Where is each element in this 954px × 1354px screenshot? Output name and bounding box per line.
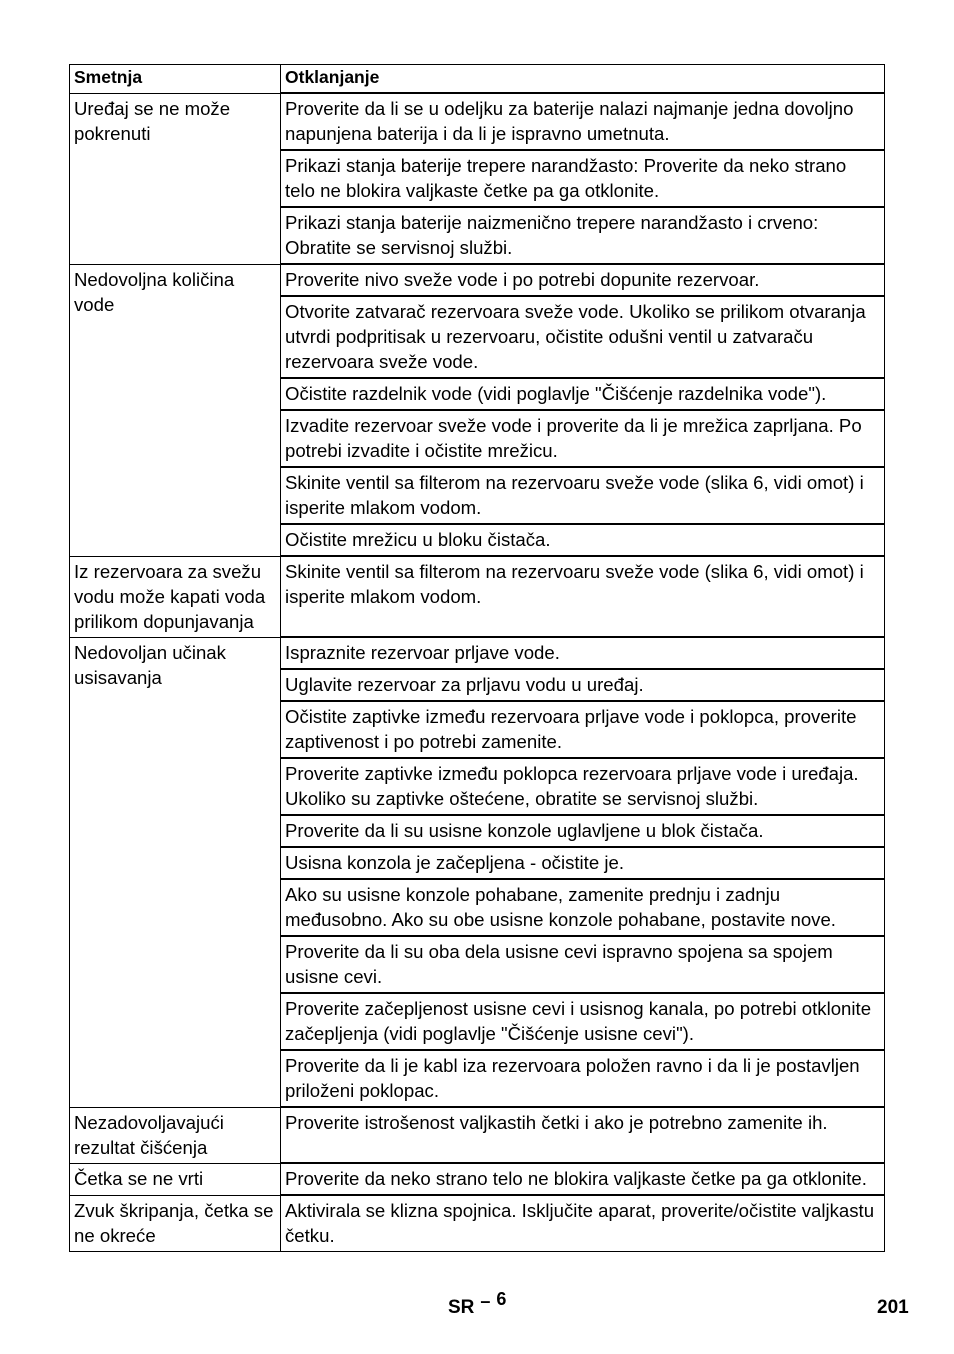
remedy-cell: Otvorite zatvarač rezervoara sveže vode. Ukoliko se prilikom otvaranja utvrdi podpritisak u rezervoaru, očistite odušni ventil u zatvaraču rezervoara sveže vode. [281,296,885,378]
table-row [70,1107,885,1163]
page-number: 201 [877,1297,909,1318]
remedy-cell: Ako su usisne konzole pohabane, zamenite prednju i zadnju međusobno. Ako su obe usisne konzole pohabane, postavite nove. [281,879,885,936]
table-row [70,264,885,296]
remedy-cell: Prikazi stanja baterije trepere narandžasto: Proverite da neko strano telo ne blokira valjkaste četke pa ga otklonite. [281,150,885,207]
fault-cell: Nezadovoljavajući rezultat čišćenja [70,1107,281,1163]
remedy-cell: Proverite istrošenost valjkastih četki i ako je potrebno zamenite ih. [281,1107,885,1163]
fault-cell: Uređaj se ne može pokrenuti [70,93,281,264]
remedy-cell: Izvadite rezervoar sveže vode i proverite da li je mrežica zaprljana. Po potrebi izvadite i očistite mrežicu. [281,410,885,467]
remedy-cell: Proverite začepljenost usisne cevi i usisnog kanala, po potrebi otklonite začepljenja (vidi poglavlje "Čišćenje usisne cevi"). [281,993,885,1050]
remedy-cell: Skinite ventil sa filterom na rezervoaru sveže vode (slika 6, vidi omot) i isperite mlakom vodom. [281,556,885,637]
footer-lang: SR [448,1297,475,1318]
table-header-row [70,65,885,94]
remedy-cell: Ispraznite rezervoar prljave vode. [281,637,885,669]
fault-cell: Iz rezervoara za svežu vodu može kapati voda prilikom dopunjavanja [70,556,281,637]
remedy-cell: Proverite da li je kabl iza rezervoara položen ravno i da li je postavljen priloženi poklopac. [281,1050,885,1107]
fault-cell: Zvuk škripanja, četka se ne okreće [70,1195,281,1252]
footer-dash: – [480,1291,491,1311]
remedy-cell: Očistite zaptivke između rezervoara prljave vode i poklopca, proverite zaptivenost i po potrebi zamenite. [281,701,885,758]
table-row [70,93,885,150]
fault-cell: Nedovoljna količina vode [70,264,281,556]
remedy-cell: Proverite da li su oba dela usisne cevi ispravno spojena sa spojem usisne cevi. [281,936,885,993]
footer-section-page: 6 [496,1289,507,1309]
fault-cell: Četka se ne vrti [70,1163,281,1195]
table-row [70,637,885,669]
table-body [70,93,885,1252]
remedy-cell: Proverite zaptivke između poklopca rezervoara prljave vode i uređaja. Ukoliko su zaptivke oštećene, obratite se servisnoj službi. [281,758,885,815]
remedy-cell: Proverite da li se u odeljku za baterije nalazi najmanje jedna dovoljno napunjena baterija i da li je ispravno umetnuta. [281,93,885,150]
table-row [70,1163,885,1195]
remedy-cell: Očistite mrežicu u bloku čistača. [281,524,885,556]
remedy-cell: Skinite ventil sa filterom na rezervoaru sveže vode (slika 6, vidi omot) i isperite mlakom vodom. [281,467,885,524]
remedy-cell: Prikazi stanja baterije naizmenično trepere narandžasto i crveno: Obratite se servisnoj službi. [281,207,885,264]
fault-cell: Nedovoljan učinak usisavanja [70,637,281,1107]
header-remedy: Otklanjanje [281,65,885,94]
remedy-cell: Očistite razdelnik vode (vidi poglavlje "Čišćenje razdelnika vode"). [281,378,885,410]
remedy-cell: Aktivirala se klizna spojnica. Isključite aparat, proverite/očistite valjkastu četku. [281,1195,885,1252]
header-fault: Smetnja [70,65,281,94]
remedy-cell: Proverite da li su usisne konzole uglavljene u blok čistača. [281,815,885,847]
remedy-cell: Uglavite rezervoar za prljavu vodu u uređaj. [281,669,885,701]
footer-section-label [448,1289,507,1319]
remedy-cell: Proverite nivo sveže vode i po potrebi dopunite rezervoar. [281,264,885,296]
remedy-cell: Usisna konzola je začepljena - očistite je. [281,847,885,879]
troubleshooting-table [69,64,885,1252]
table-row [70,1195,885,1252]
table-row [70,556,885,637]
remedy-cell: Proverite da neko strano telo ne blokira valjkaste četke pa ga otklonite. [281,1163,885,1195]
